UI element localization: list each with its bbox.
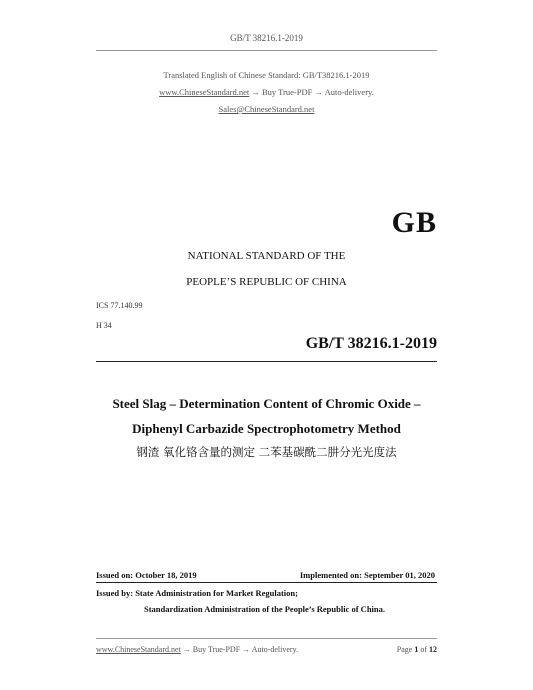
sales-email-line [0,104,533,114]
gb-mark: GB [391,206,437,239]
site-link[interactable]: www.ChineseStandard.net [159,87,250,97]
national-standard-line-1: NATIONAL STANDARD OF THE [187,250,346,262]
ics-code: ICS 77.140.99 [96,301,143,310]
page-number: 1 [414,645,419,654]
standard-code: GB/T 38216.1-2019 [305,335,437,352]
title-line-1: Steel Slag – Determination Content of Chromic Oxide – [112,396,421,411]
issuer-line-1: Issued by: State Administration for Market Regulation; [96,588,298,598]
dates-rule [96,582,437,583]
issuer-line-2: Standardization Administration of the People’s Republic of China. [144,604,386,614]
purchase-text: → Buy True-PDF → Auto-delivery. [249,87,374,97]
national-standard-line-2: PEOPLE’S REPUBLIC OF CHINA [186,276,347,288]
purchase-line [0,87,533,97]
sales-email-link[interactable]: Sales@ChineseStandard.net [218,104,315,114]
page-indicator [397,645,437,654]
header-rule [96,50,437,51]
footer-site-link[interactable]: www.ChineseStandard.net [96,645,181,654]
page-total: 12 [429,645,437,654]
running-header: GB/T 38216.1-2019 [230,33,303,43]
title-line-2: Diphenyl Carbazide Spectrophotometry Method [132,421,401,436]
title-chinese: 钢渣 氧化铬含量的测定 二苯基碳酰二肼分光光度法 [136,445,397,459]
code-rule [96,361,437,362]
classification-code: H 34 [96,321,112,330]
of-label: of [420,645,427,654]
issued-date: Issued on: October 18, 2019 [96,570,197,580]
footer-purchase-text: → Buy True-PDF → Auto-delivery. [180,645,299,654]
footer-rule [96,638,437,639]
footer-purchase-line [96,645,298,654]
implemented-date: Implemented on: September 01, 2020 [299,570,435,580]
page-label: Page [396,645,413,654]
translation-note: Translated English of Chinese Standard: GB/T38216.1-2019 [163,70,370,80]
